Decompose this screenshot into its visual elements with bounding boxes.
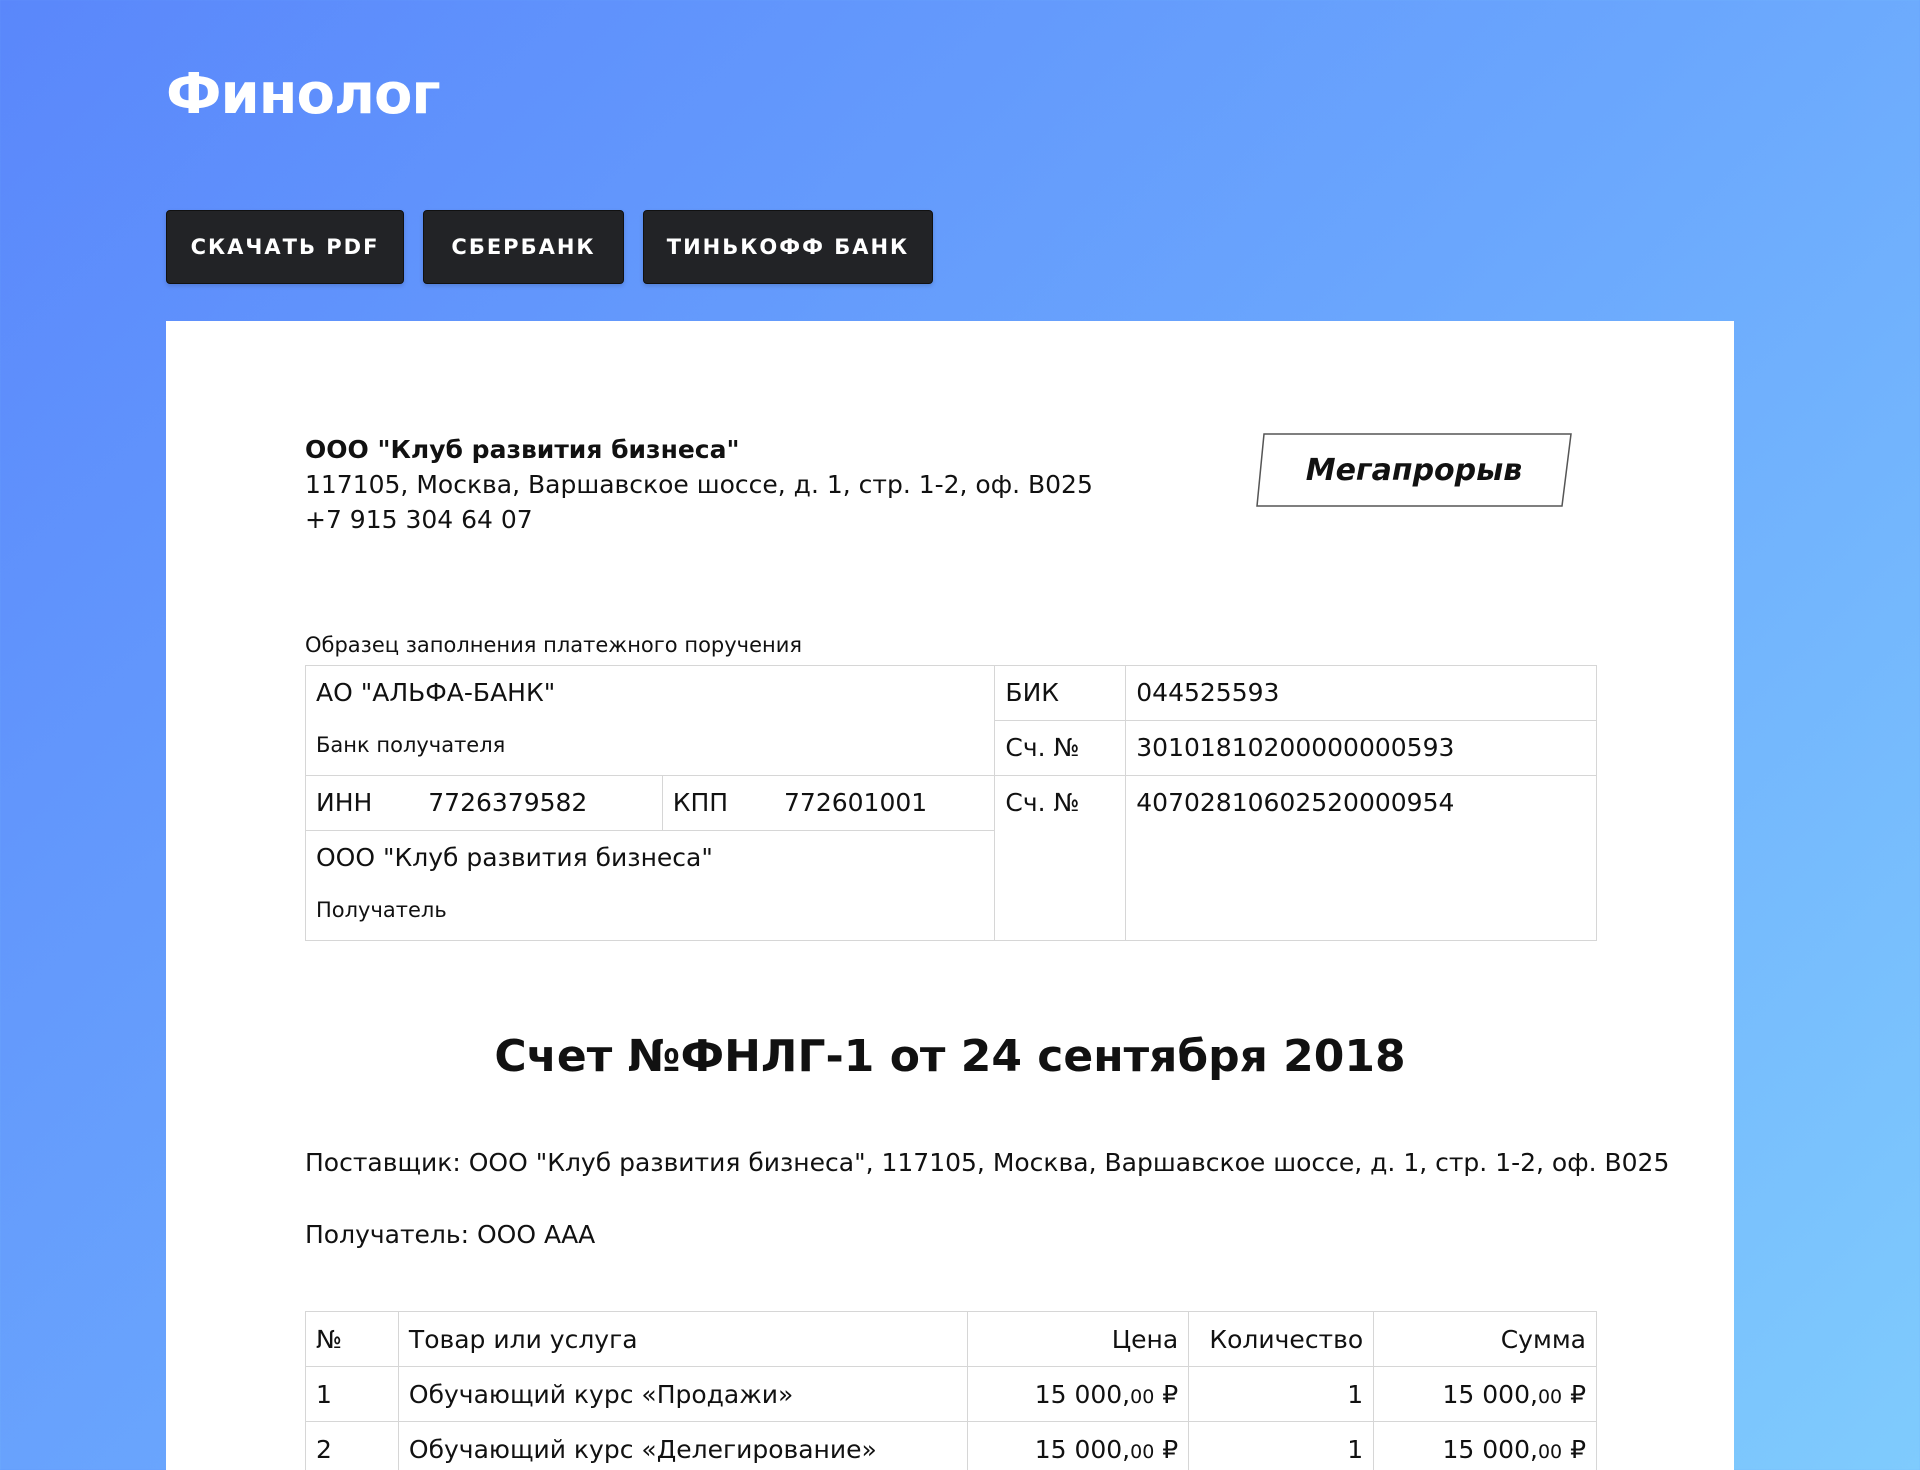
corr-account-value: 30101810200000000593 [1126,721,1597,776]
finolog-logo[interactable]: Финолог [166,62,440,127]
price-currency: ₽ [1154,1434,1179,1464]
header-qty: Количество [1189,1312,1374,1367]
inn-cell [306,776,663,831]
table-row [306,1367,1597,1422]
item-num: 2 [306,1422,399,1470]
item-qty: 1 [1189,1367,1374,1422]
sum-main: 15 000, [1442,1379,1538,1409]
company-address: 117105, Москва, Варшавское шоссе, д. 1, стр. 1-2, оф. B025 [305,470,1093,499]
item-sum [1374,1367,1597,1422]
company-info [305,432,1093,537]
price-main: 15 000, [1034,1434,1131,1464]
item-num: 1 [306,1367,399,1422]
items-header-row [306,1312,1597,1367]
invoice-title: Счет №ФНЛГ-1 от 24 сентября 2018 [494,1031,1406,1082]
company-logo-stamp [1256,433,1572,507]
bank-name: АО "АЛЬФА-БАНК" [316,678,556,707]
kpp-value: 772601001 [784,788,928,817]
toolbar [166,210,933,284]
bik-value: 044525593 [1126,666,1597,721]
recipient-label: Получатель [316,898,447,922]
item-price [968,1367,1189,1422]
invoice-document [166,321,1734,1470]
bank-cell [306,666,995,776]
bank-label: Банк получателя [316,733,506,757]
price-currency: ₽ [1154,1379,1179,1409]
item-qty: 1 [1189,1422,1374,1470]
sum-currency: ₽ [1562,1434,1586,1464]
company-phone: +7 915 304 64 07 [305,505,533,534]
invoice-supplier: Поставщик: ООО "Клуб развития бизнеса", 117105, Москва, Варшавское шоссе, д. 1, стр. 1-2, оф. B025 [305,1148,1670,1177]
bank-details-table [305,665,1597,941]
tinkoff-bank-button[interactable]: ТИНЬКОФФ БАНК [643,210,933,284]
item-sum [1374,1422,1597,1470]
item-name: Обучающий курс «Делегирование» [398,1422,967,1470]
stamp-text: Мегапрорыв [1305,452,1523,488]
price-cents: 00 [1130,1440,1155,1463]
price-cents: 00 [1130,1385,1155,1408]
header-price: Цена [968,1312,1189,1367]
inn-label: ИНН [316,788,373,817]
corr-account-label: Сч. № [995,721,1126,776]
recipient-name: ООО "Клуб развития бизнеса" [316,843,713,872]
table-row [306,1422,1597,1470]
inn-value: 7726379582 [428,788,588,817]
kpp-label: КПП [672,788,729,817]
header-num: № [306,1312,399,1367]
item-price [968,1422,1189,1470]
recipient-cell [306,831,995,941]
account-value: 40702810602520000954 [1126,776,1597,941]
bik-label: БИК [995,666,1126,721]
download-pdf-button[interactable]: СКАЧАТЬ PDF [166,210,404,284]
payment-sample-caption: Образец заполнения платежного поручения [305,633,803,657]
items-table [305,1311,1597,1470]
header-name: Товар или услуга [398,1312,967,1367]
price-main: 15 000, [1034,1379,1131,1409]
invoice-recipient: Получатель: ООО ААА [305,1220,596,1249]
company-name: ООО "Клуб развития бизнеса" [305,435,740,464]
sum-cents: 00 [1537,1440,1563,1463]
sum-currency: ₽ [1562,1379,1586,1409]
header-sum: Сумма [1374,1312,1597,1367]
account-label: Сч. № [995,776,1126,941]
sberbank-button[interactable]: СБЕРБАНК [423,210,624,284]
sum-cents: 00 [1537,1385,1563,1408]
item-name: Обучающий курс «Продажи» [398,1367,967,1422]
kpp-cell [662,776,995,831]
sum-main: 15 000, [1442,1434,1538,1464]
